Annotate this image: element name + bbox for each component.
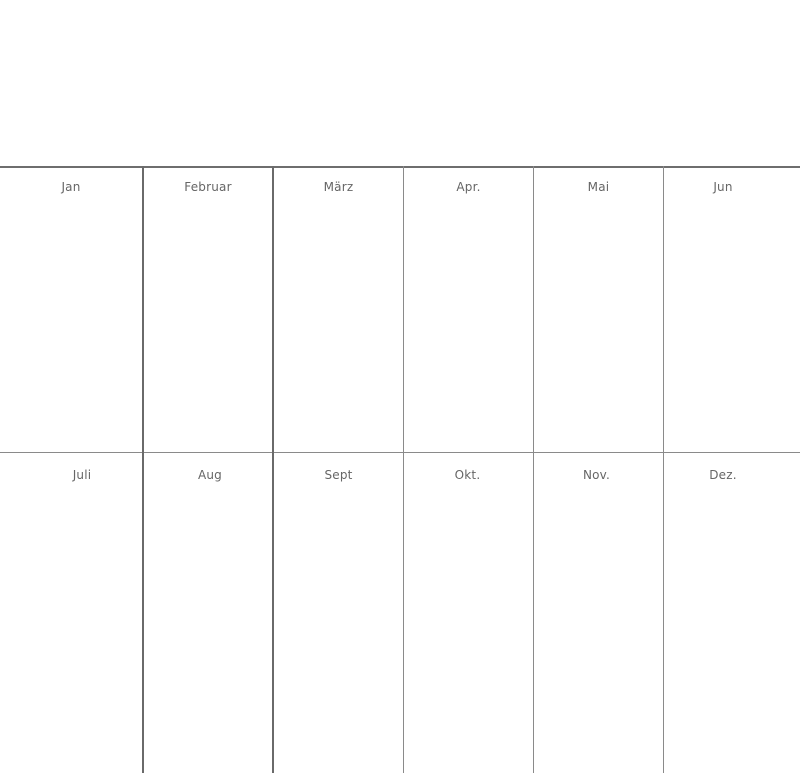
month-label: Nov. bbox=[582, 468, 611, 482]
month-label: Februar bbox=[184, 180, 232, 194]
month-label: Jun bbox=[713, 180, 733, 194]
month-cell-jun[interactable] bbox=[664, 166, 782, 452]
month-label: Jan bbox=[61, 180, 81, 194]
month-label: Okt. bbox=[454, 468, 481, 482]
month-cell-jul[interactable] bbox=[0, 453, 164, 739]
year-planner-grid bbox=[0, 166, 800, 773]
month-label: März bbox=[323, 180, 354, 194]
month-label: Sept bbox=[324, 468, 353, 482]
month-cell-may[interactable] bbox=[534, 166, 663, 452]
month-cell-oct[interactable] bbox=[404, 453, 531, 739]
month-cell-dec[interactable] bbox=[664, 453, 782, 739]
month-label: Dez. bbox=[709, 468, 737, 482]
month-label: Aug bbox=[197, 468, 223, 482]
month-label: Juli bbox=[72, 468, 92, 482]
month-cell-jan[interactable] bbox=[0, 166, 142, 452]
month-cell-feb[interactable] bbox=[144, 166, 272, 452]
month-cell-sep[interactable] bbox=[274, 453, 403, 739]
month-cell-mar[interactable] bbox=[274, 166, 403, 452]
month-cell-nov[interactable] bbox=[534, 453, 659, 739]
month-label: Mai bbox=[587, 180, 610, 194]
month-cell-aug[interactable] bbox=[144, 453, 276, 739]
month-label: Apr. bbox=[456, 180, 481, 194]
month-cell-apr[interactable] bbox=[404, 166, 533, 452]
